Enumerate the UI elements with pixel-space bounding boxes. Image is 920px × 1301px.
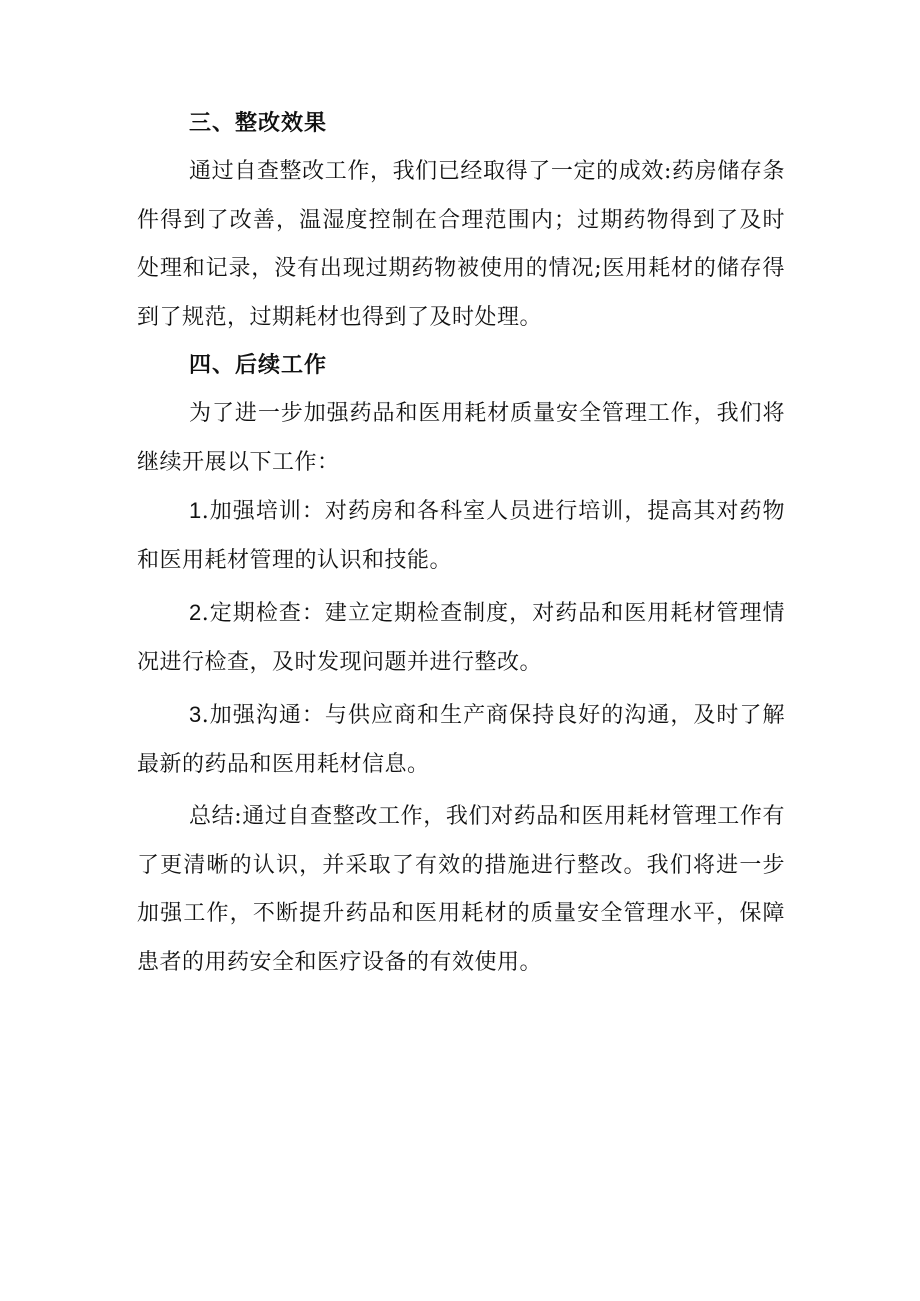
section-3-heading: 三、整改效果 — [189, 111, 328, 136]
list-item-number: 3 — [189, 702, 202, 727]
list-item-text: .加强沟通：与供应商和生产商保持良好的沟通，及时了解最新的药品和医用耗材信息。 — [137, 703, 785, 777]
document-page — [137, 100, 785, 987]
list-item-1 — [137, 487, 785, 585]
section-3-paragraph: 通过自查整改工作，我们已经取得了一定的成效:药房储存条件得到了改善，温湿度控制在合理范围内；过期药物得到了及时处理和记录，没有出现过期药物被使用的情况;医用耗材的储存得到了规范，过期耗材也得到了及时处理。 — [137, 159, 785, 330]
list-item-2 — [137, 589, 785, 687]
list-item-number: 2 — [189, 600, 202, 625]
summary-paragraph: 总结:通过自查整改工作，我们对药品和医用耗材管理工作有了更清晰的认识，并采取了有效的措施进行整改。我们将进一步加强工作，不断提升药品和医用耗材的质量安全管理水平，保障患者的用药安全和医疗设备的有效使用。 — [137, 804, 785, 975]
list-item-number: 1 — [189, 498, 202, 523]
section-4-heading: 四、后续工作 — [189, 353, 328, 378]
list-item-text: .加强培训：对药房和各科室人员进行培训，提高其对药物和医用耗材管理的认识和技能。 — [137, 499, 785, 573]
list-item-3 — [137, 691, 785, 789]
list-item-text: .定期检查：建立定期检查制度，对药品和医用耗材管理情况进行检查，及时发现问题并进行整改。 — [137, 601, 785, 675]
section-4-intro: 为了进一步加强药品和医用耗材质量安全管理工作，我们将继续开展以下工作： — [137, 401, 785, 475]
